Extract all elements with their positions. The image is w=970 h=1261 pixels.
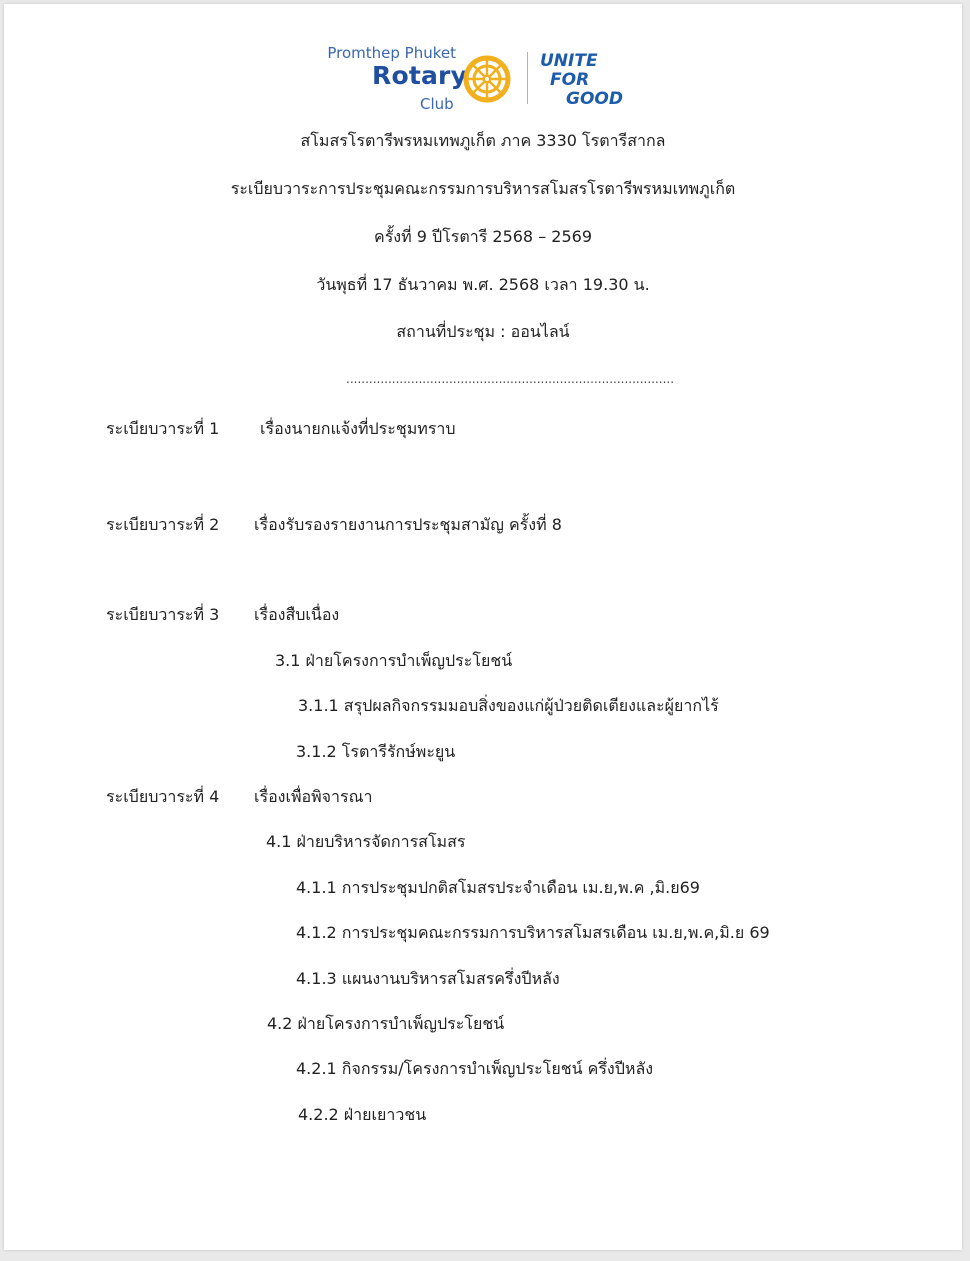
logo-rotary-word: Rotary [372, 61, 468, 90]
agenda-3-topic: เรื่องสืบเนื่อง [254, 605, 340, 624]
org-line: สโมสรโรตารีพรหมเทพภูเก็ต ภาค 3330 โรตารีสากล [300, 131, 666, 150]
datetime-line: วันพุธที่ 17 ธันวาคม พ.ศ. 2568 เวลา 19.30 น. [316, 275, 650, 294]
agenda-4-item: 4.1.1 การประชุมปกติสโมสรประจำเดือน เม.ย,พ.ค ,มิ.ย69 [296, 878, 700, 897]
logo-club-name: Promthep Phuket [327, 44, 456, 62]
slogan-line-2: FOR [550, 70, 590, 90]
slogan-line-1: UNITE [540, 51, 598, 71]
agenda-3-label: ระเบียบวาระที่ 3 [106, 605, 220, 624]
agenda-4-item: 4.2.1 กิจกรรม/โครงการบำเพ็ญประโยชน์ ครึ่งปีหลัง [296, 1059, 654, 1078]
agenda-4-item: 4.2 ฝ่ายโครงการบำเพ็ญประโยชน์ [267, 1014, 505, 1033]
agenda-4-label: ระเบียบวาระที่ 4 [106, 787, 220, 806]
agenda-1-label: ระเบียบวาระที่ 1 [106, 419, 220, 438]
agenda-3-item: 3.1.1 สรุปผลกิจกรรมมอบสิ่งของแก่ผู้ป่วยติดเตียงและผู้ยากไร้ [298, 696, 719, 715]
logo-divider [527, 52, 528, 104]
club-logo [316, 42, 636, 112]
agenda-2-label: ระเบียบวาระที่ 2 [106, 515, 220, 534]
agenda-4-topic: เรื่องเพื่อพิจารณา [254, 787, 373, 806]
separator-dots: ...................................................................................... [346, 372, 675, 386]
session-line: ครั้งที่ 9 ปีโรตารี 2568 – 2569 [373, 227, 592, 246]
agenda-4-item: 4.1.3 แผนงานบริหารสโมสรครึ่งปีหลัง [296, 969, 560, 988]
rotary-wheel-icon [462, 54, 512, 104]
agenda-4-item: 4.2.2 ฝ่ายเยาวชน [298, 1105, 427, 1124]
agenda-1-topic: เรื่องนายกแจ้งที่ประชุมทราบ [260, 419, 456, 438]
agenda-4-item: 4.1.2 การประชุมคณะกรรมการบริหารสโมสรเดือน เม.ย,พ.ค,มิ.ย 69 [296, 923, 770, 942]
agenda-3-item: 3.1 ฝ่ายโครงการบำเพ็ญประโยชน์ [275, 651, 513, 670]
agenda-3-item: 3.1.2 โรตารีรักษ์พะยูน [296, 742, 456, 761]
slogan-line-3: GOOD [566, 89, 623, 109]
logo-club-word: Club [420, 95, 454, 113]
agenda-2-topic: เรื่องรับรองรายงานการประชุมสามัญ ครั้งที่ 8 [254, 515, 562, 534]
agenda-4-item: 4.1 ฝ่ายบริหารจัดการสโมสร [266, 832, 466, 851]
document-page [4, 4, 962, 1250]
logo-slogan [540, 52, 623, 109]
venue-line: สถานที่ประชุม : ออนไลน์ [396, 322, 570, 341]
document-title: ระเบียบวาระการประชุมคณะกรรมการบริหารสโมสรโรตารีพรหมเทพภูเก็ต [230, 179, 736, 198]
